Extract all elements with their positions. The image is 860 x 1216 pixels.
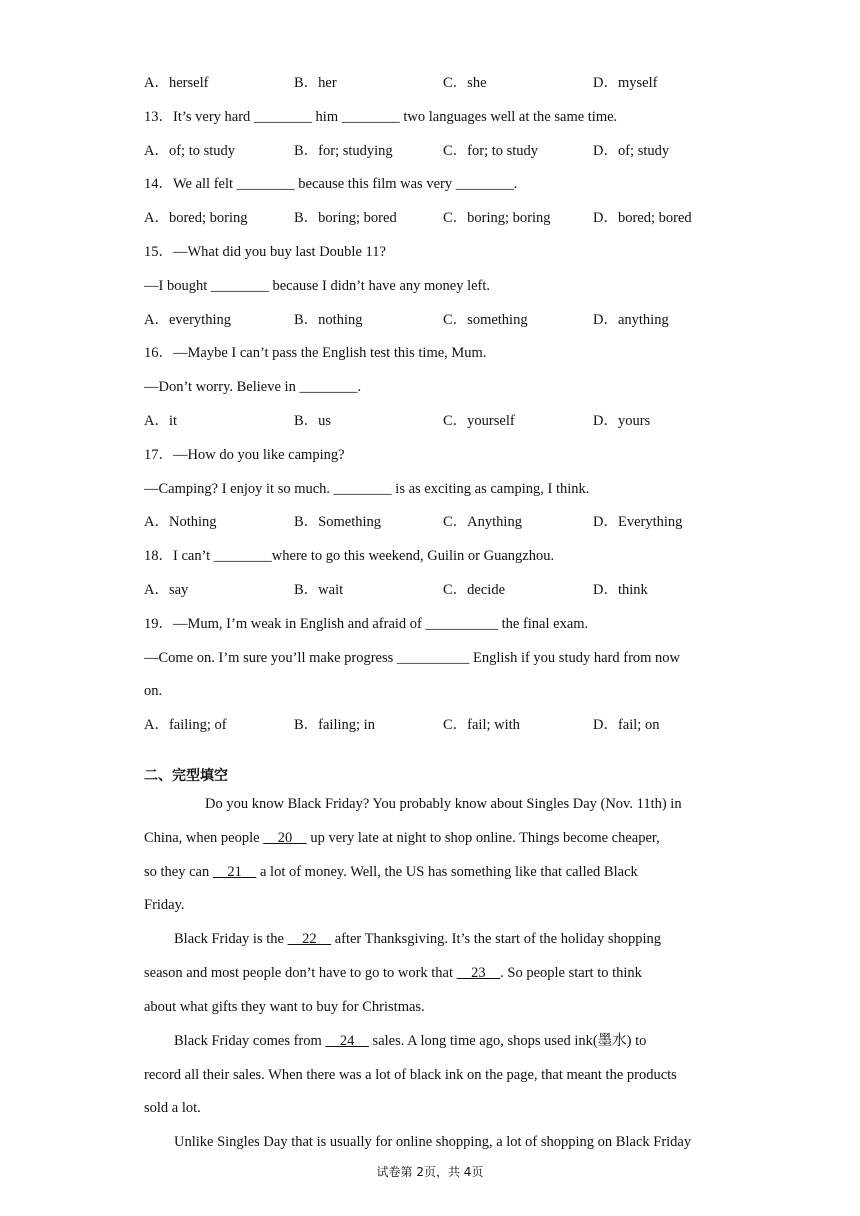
q17-options xyxy=(144,511,744,533)
passage-text: after Thanksgiving. It’s the start of the holiday shopping xyxy=(331,931,662,947)
option-b[interactable]: B．boring; bored xyxy=(294,210,397,226)
passage-text: a lot of money. Well, the US has something like that called Black xyxy=(256,864,638,880)
option-d[interactable]: D．anything xyxy=(593,312,669,328)
option-b[interactable]: B．nothing xyxy=(294,312,363,328)
option-b[interactable]: B．us xyxy=(294,413,332,429)
q15-options xyxy=(144,309,744,331)
option-d[interactable]: D．myself xyxy=(593,75,658,91)
option-a[interactable]: A．Nothing xyxy=(144,514,217,530)
option-b[interactable]: B．Something xyxy=(294,514,382,530)
option-d[interactable]: D．think xyxy=(593,582,648,598)
option-c[interactable]: C．Anything xyxy=(443,514,522,530)
question-13: 13．It’s very hard ________ him ________ two languages well at the same time. xyxy=(144,109,618,125)
passage-line: record all their sales. When there was a lot of black ink on the page, that meant the products xyxy=(144,1067,677,1083)
question-17-response: —Camping? I enjoy it so much. ________ is as exciting as camping, I think. xyxy=(144,481,590,497)
option-b[interactable]: B．her xyxy=(294,75,337,91)
q18-options xyxy=(144,579,744,601)
section-title: 二、完型填空 xyxy=(144,768,228,784)
option-d[interactable]: D．bored; bored xyxy=(593,210,692,226)
option-c[interactable]: C．yourself xyxy=(443,413,515,429)
blank-22[interactable]: 22 xyxy=(287,931,332,947)
passage-line: Friday. xyxy=(144,897,185,913)
page-footer: 试卷第 2页，共 4页 xyxy=(376,1165,484,1179)
option-a[interactable]: A．bored; boring xyxy=(144,210,248,226)
option-a[interactable]: A．say xyxy=(144,582,189,598)
option-b[interactable]: B．for; studying xyxy=(294,143,393,159)
q12-options xyxy=(144,72,744,94)
passage-text: Black Friday comes from xyxy=(174,1033,326,1049)
blank-23[interactable]: 23 xyxy=(456,965,501,981)
question-15-response: —I bought ________ because I didn’t have any money left. xyxy=(144,278,491,294)
passage-text: so they can xyxy=(144,864,213,880)
question-16-response: —Don’t worry. Believe in ________. xyxy=(144,379,362,395)
question-15: 15．—What did you buy last Double 11? xyxy=(144,244,386,260)
passage-text: up very late at night to shop online. Things become cheaper, xyxy=(306,830,660,846)
passage-line xyxy=(144,962,724,984)
passage-line: sold a lot. xyxy=(144,1100,201,1116)
q16-options xyxy=(144,410,744,432)
option-c[interactable]: C．for; to study xyxy=(443,143,539,159)
question-19-response: —Come on. I’m sure you’ll make progress __________ English if you study hard from now xyxy=(144,650,681,666)
passage-line: Do you know Black Friday? You probably know about Singles Day (Nov. 11th) in xyxy=(205,796,682,812)
q19-options xyxy=(144,714,744,736)
option-a[interactable]: A．of; to study xyxy=(144,143,236,159)
q14-options xyxy=(144,207,744,229)
passage-line: about what gifts they want to buy for Christmas. xyxy=(144,999,425,1015)
passage-text: sales. A long time ago, shops used ink(墨水) to xyxy=(368,1033,647,1049)
option-c[interactable]: C．decide xyxy=(443,582,506,598)
passage-line xyxy=(144,928,724,950)
option-a[interactable]: A．it xyxy=(144,413,178,429)
q13-options xyxy=(144,140,744,162)
question-16: 16．—Maybe I can’t pass the English test this time, Mum. xyxy=(144,345,487,361)
passage-text: . So people start to think xyxy=(500,965,642,981)
question-14: 14．We all felt ________ because this film was very ________. xyxy=(144,176,518,192)
option-b[interactable]: B．failing; in xyxy=(294,717,375,733)
passage-line xyxy=(144,861,724,883)
option-a[interactable]: A．everything xyxy=(144,312,231,328)
option-c[interactable]: C．something xyxy=(443,312,528,328)
option-a[interactable]: A．failing; of xyxy=(144,717,227,733)
passage-text: season and most people don’t have to go to work that xyxy=(144,965,457,981)
question-19-response-cont: on. xyxy=(144,683,163,699)
blank-20[interactable]: 20 xyxy=(263,830,307,846)
question-19: 19．—Mum, I’m weak in English and afraid of __________ the final exam. xyxy=(144,616,589,632)
passage-line: Unlike Singles Day that is usually for online shopping, a lot of shopping on Black Friday xyxy=(174,1134,692,1150)
passage-line xyxy=(144,827,724,849)
passage-text: Black Friday is the xyxy=(174,931,288,947)
question-17: 17．—How do you like camping? xyxy=(144,447,345,463)
question-18: 18．I can’t ________where to go this weekend, Guilin or Guangzhou. xyxy=(144,548,555,564)
blank-24[interactable]: 24 xyxy=(325,1033,369,1049)
blank-21[interactable]: 21 xyxy=(212,864,257,880)
option-d[interactable]: D．of; study xyxy=(593,143,670,159)
option-c[interactable]: C．she xyxy=(443,75,487,91)
option-c[interactable]: C．fail; with xyxy=(443,717,520,733)
option-d[interactable]: D．Everything xyxy=(593,514,683,530)
passage-text: China, when people xyxy=(144,830,264,846)
option-d[interactable]: D．fail; on xyxy=(593,717,660,733)
option-b[interactable]: B．wait xyxy=(294,582,344,598)
option-c[interactable]: C．boring; boring xyxy=(443,210,551,226)
passage-line xyxy=(144,1030,724,1052)
option-d[interactable]: D．yours xyxy=(593,413,651,429)
option-a[interactable]: A．herself xyxy=(144,75,209,91)
